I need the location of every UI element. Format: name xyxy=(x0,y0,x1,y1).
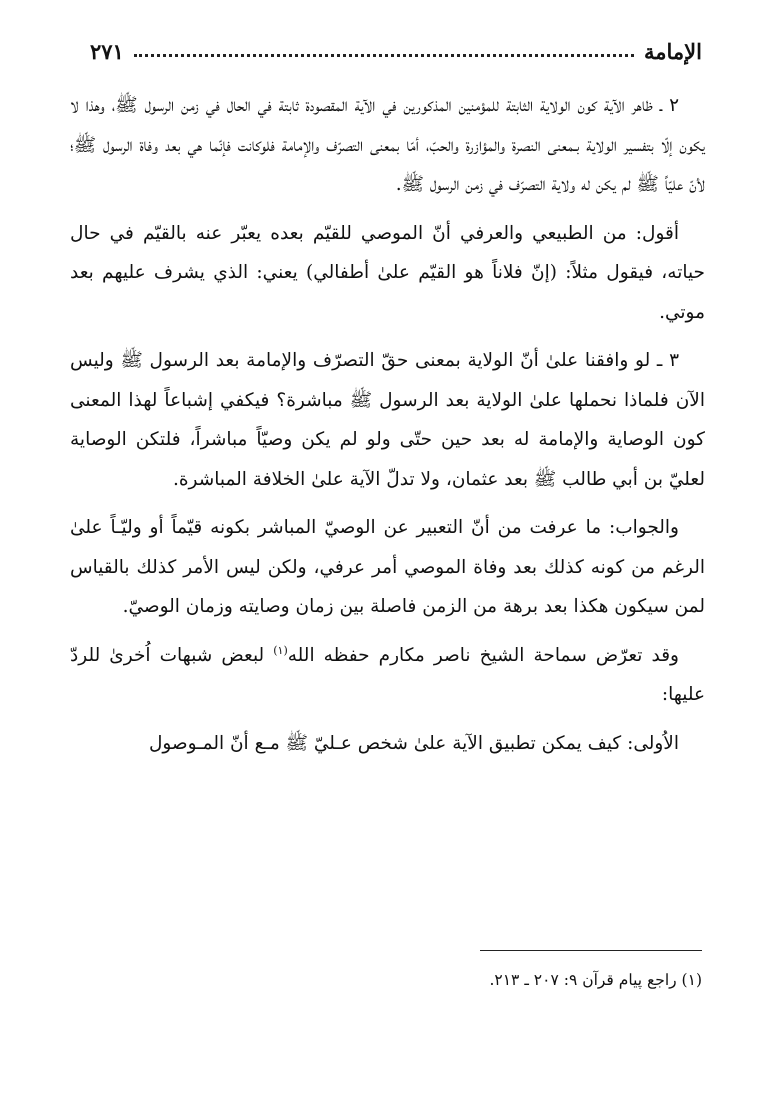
footnote-marker: (١) xyxy=(273,643,288,657)
dotted-leader xyxy=(134,54,634,57)
footnote: (١) راجع پيام قرآن ٩: ٢٠٧ ـ ٢١٣. xyxy=(489,971,702,989)
page-number: ٢٧١ xyxy=(90,39,124,64)
paragraph-intro-shubuhat xyxy=(70,636,705,715)
body-text xyxy=(70,86,705,772)
running-header xyxy=(90,30,702,64)
footnote-separator xyxy=(480,950,702,951)
paragraph-answer: والجواب: ما عرفت من أنّ التعبير عن الوصيّ المباشر بكونه قيّماً أو وليّـاً علىٰ الرغم من كونه كذلك بعد وفاة الموصي أمر عرفي، ولكن ليس الأمر كذلك بالقياس لمن سيكون هكذا بعد برهة من الزمن فاصلة بين زمان وصايته وزمان الوصيّ. xyxy=(70,517,705,617)
paragraph-objection-2: ٢ ـ ظاهر الآية كون الولاية الثابتة للمؤمنين المذكورين في الآية المقصودة ثابتة في الحال في زمن الرسول ﷺ، وهذا لا يكون إلّا بتفسير الولاية بـمعنى النصرة والمؤازرة والحبّ، أمّا بمعنى التصرّف والإمامة فلوكانت فإنّما هي بعد وفاة الرسول ﷺ؛ لأنّ عليّاً ﷺ لم يكن له ولاية التصرّف في زمن الرسول ﷺ. xyxy=(70,95,705,195)
paragraph-response-1: أقول: من الطبيعي والعرفي أنّ الموصي للقيّم بعده يعبّر عنه بالقيّم في حال حياته، فيقول مثلاً: (إنّ فلاناً هو القيّم علىٰ أطفالي) يعني: الذي يشرف عليهم بعد موتي. xyxy=(70,222,705,323)
paragraph-first-shubha: الاُولى: كيف يمكن تطبيق الآية علىٰ شخص عـليّ ﷺ مـع أنّ المـوصول xyxy=(148,732,679,754)
chapter-title: الإمامة xyxy=(644,39,702,64)
para5-before: وقد تعرّض سماحة الشيخ ناصر مكارم حفظه الله xyxy=(287,644,679,666)
paragraph-objection-3: ٣ ـ لو وافقنا علىٰ أنّ الولاية بمعنى حقّ التصرّف والإمامة بعد الرسول ﷺ وليس الآن فلماذا نحملها علىٰ الولاية بعد الرسول ﷺ مباشرة؟ فيكفي إشباعاً لهذا المعنى كون الوصاية والإمامة له بعد حين حتّى ولو لم يكن وصيّاً مباشراً، فلتكن الوصاية لعليّ بن أبي طالب ﷺ بعد عثمان، ولا تدلّ الآية علىٰ الخلافة المباشرة. xyxy=(70,350,705,490)
para5-after: لبعض شبهات اُخرىٰ للردّ عليها: xyxy=(70,644,705,705)
